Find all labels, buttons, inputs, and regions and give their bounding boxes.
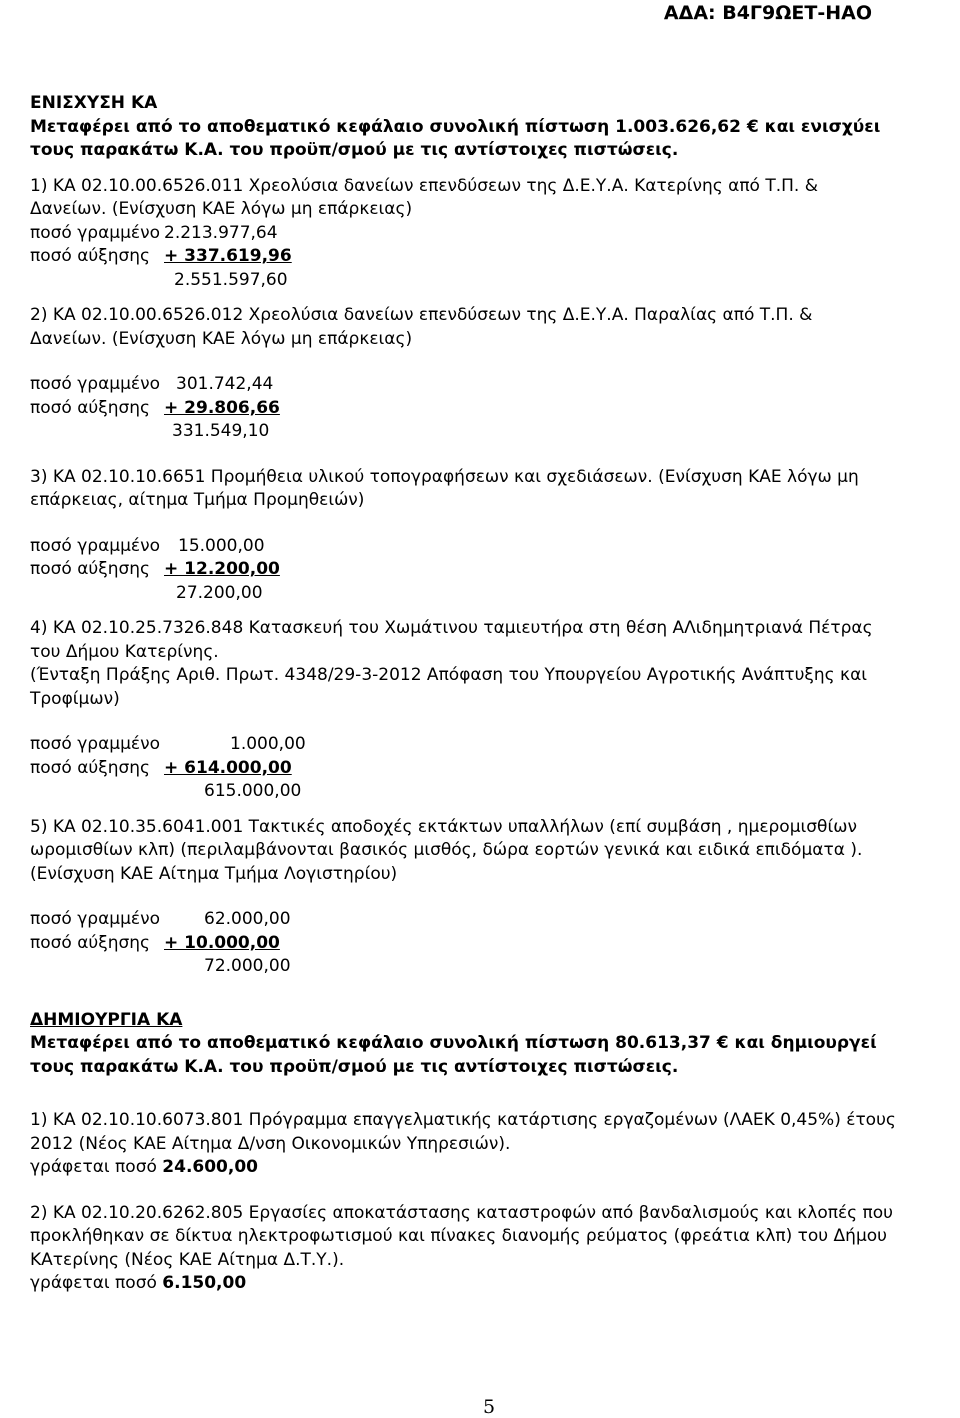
new-item1-line2: 2012 (Νέος ΚΑΕ Αίτημα Δ/νση Οικονομικών Υπηρεσιών). xyxy=(30,1133,511,1154)
item5-line2: ωρομισθίων κλπ) (περιλαμβάνονται βασικός μισθός, δώρα εορτών γενικά και ειδικά επιδόματα ). xyxy=(30,840,863,860)
written-label: ποσό γραμμένο xyxy=(30,909,160,929)
written-amount: 1.000,00 xyxy=(230,734,306,754)
amount-value: 6.150,00 xyxy=(162,1273,247,1293)
written-amount: 15.000,00 xyxy=(178,535,265,556)
written-amount: 62.000,00 xyxy=(204,909,291,929)
item1-line1: 1) ΚΑ 02.10.00.6526.011 Χρεολύσια δανείων επενδύσεων της Δ.Ε.Υ.Α. Κατερίνης από Τ.Π. & xyxy=(30,175,818,196)
item1-line2: Δανείων. (Ενίσχυση ΚΑΕ λόγω μη επάρκειας) xyxy=(30,199,413,219)
section-title-dimiourgia: ΔΗΜΙΟΥΡΓΙΑ ΚΑ xyxy=(30,1009,183,1030)
dimiourgia-intro-line1: Μεταφέρει από το αποθεματικό κεφάλαιο συνολική πίστωση 80.613,37 € και δημιουργεί xyxy=(30,1033,877,1053)
amount-label: γράφεται ποσό xyxy=(30,1273,163,1293)
item5-line3: (Ενίσχυση ΚΑΕ Αίτημα Τμήμα Λογιστηρίου) xyxy=(30,863,398,884)
written-label: ποσό γραμμένο xyxy=(30,535,160,556)
item2-line1: 2) ΚΑ 02.10.00.6526.012 Χρεολύσια δανείων επενδύσεων της Δ.Ε.Υ.Α. Παραλίας από Τ.Π. & xyxy=(30,305,813,325)
section-title-enisxysi: ΕΝΙΣΧΥΣΗ ΚΑ xyxy=(30,93,158,113)
item4-line2: του Δήμου Κατερίνης. xyxy=(30,641,219,662)
item1-increase-row xyxy=(30,245,958,269)
written-label: ποσό γραμμένο xyxy=(30,734,160,754)
item2-line2: Δανείων. (Ενίσχυση ΚΑΕ λόγω μη επάρκειας) xyxy=(30,328,413,349)
item1-total: 2.551.597,60 xyxy=(174,269,288,290)
amount-label: γράφεται ποσό xyxy=(30,1157,163,1177)
increase-amount: + 29.806,66 xyxy=(164,397,280,418)
increase-label: ποσό αύξησης xyxy=(30,559,151,579)
written-amount: 301.742,44 xyxy=(176,374,274,394)
item4-total: 615.000,00 xyxy=(204,781,302,801)
increase-label: ποσό αύξησης xyxy=(30,932,151,953)
increase-label: ποσό αύξησης xyxy=(30,757,151,778)
item5-increase-row xyxy=(30,932,958,956)
new-item2-line1: 2) ΚΑ 02.10.20.6262.805 Εργασίες αποκατάστασης καταστροφών από βανδαλισμούς και κλοπές που xyxy=(30,1202,893,1223)
increase-amount: + 10.000,00 xyxy=(164,932,280,953)
new-item2-amount-row xyxy=(30,1272,958,1296)
item5-written-row xyxy=(30,908,958,932)
increase-amount: + 614.000,00 xyxy=(164,757,292,778)
increase-amount: + 337.619,96 xyxy=(164,246,292,266)
item3-line1: 3) ΚΑ 02.10.10.6651 Προμήθεια υλικού τοπογραφήσεων και σχεδιάσεων. (Ενίσχυση ΚΑΕ λόγω μη xyxy=(30,466,859,487)
ada-code: ΑΔΑ: Β4Γ9ΩΕΤ-ΗΑΟ xyxy=(663,2,872,24)
item2-increase-row xyxy=(30,397,958,421)
item2-written-row xyxy=(30,373,958,397)
page-number: 5 xyxy=(483,1396,496,1418)
dimiourgia-intro-line2: τους παρακάτω Κ.Α. του προϋπ/σμού με τις αντίστοιχες πιστώσεις. xyxy=(30,1056,679,1077)
new-item2-line2: προκλήθηκαν σε δίκτυα ηλεκτροφωτισμού και πίνακες διανομής ρεύματος (φρεάτια κλπ) του Δήμου xyxy=(30,1226,887,1246)
item3-written-row xyxy=(30,535,958,559)
amount-value: 24.600,00 xyxy=(162,1157,258,1177)
increase-label: ποσό αύξησης xyxy=(30,246,151,266)
document-body xyxy=(30,92,958,1296)
item5-line1: 5) ΚΑ 02.10.35.6041.001 Τακτικές αποδοχές εκτάκτων υπαλλήλων (επί συμβάση , ημερομισθίων xyxy=(30,816,857,837)
increase-amount: + 12.200,00 xyxy=(164,559,280,579)
enisxysi-intro-line2: τους παρακάτω Κ.Α. του προϋπ/σμού με τις αντίστοιχες πιστώσεις. xyxy=(30,140,679,160)
item2-total: 331.549,10 xyxy=(172,421,270,441)
item1-written-row xyxy=(30,222,958,246)
item5-total: 72.000,00 xyxy=(204,956,291,976)
written-label: ποσό γραμμένο xyxy=(30,222,160,243)
item4-line4: Τροφίμων) xyxy=(30,688,120,709)
new-item2-line3: ΚΑτερίνης (Νέος ΚΑΕ Αίτημα Δ.Τ.Υ.). xyxy=(30,1249,345,1270)
increase-label: ποσό αύξησης xyxy=(30,397,151,418)
item3-line2: επάρκειας, αίτημα Τμήμα Προμηθειών) xyxy=(30,490,365,510)
item4-line1: 4) ΚΑ 02.10.25.7326.848 Κατασκευή του Χωμάτινου ταμιευτήρα στη θέση ΑΛιδημητριανά Πέτρας xyxy=(30,618,873,638)
new-item1-line1: 1) ΚΑ 02.10.10.6073.801 Πρόγραμμα επαγγελματικής κατάρτισης εργαζομένων (ΛΑΕΚ 0,45%) έτους xyxy=(30,1110,896,1130)
item3-increase-row xyxy=(30,558,958,582)
written-amount: 2.213.977,64 xyxy=(164,222,278,243)
item4-increase-row xyxy=(30,757,958,781)
item4-line3: (Ένταξη Πράξης Αριθ. Πρωτ. 4348/29-3-2012 Απόφαση του Υπουργείου Αγροτικής Ανάπτυξης και xyxy=(30,665,868,685)
written-label: ποσό γραμμένο xyxy=(30,374,160,394)
item3-total: 27.200,00 xyxy=(176,582,263,603)
enisxysi-intro-line1: Μεταφέρει από το αποθεματικό κεφάλαιο συνολική πίστωση 1.003.626,62 € και ενισχύει xyxy=(30,116,881,137)
item4-written-row xyxy=(30,733,958,757)
new-item1-amount-row xyxy=(30,1156,958,1180)
